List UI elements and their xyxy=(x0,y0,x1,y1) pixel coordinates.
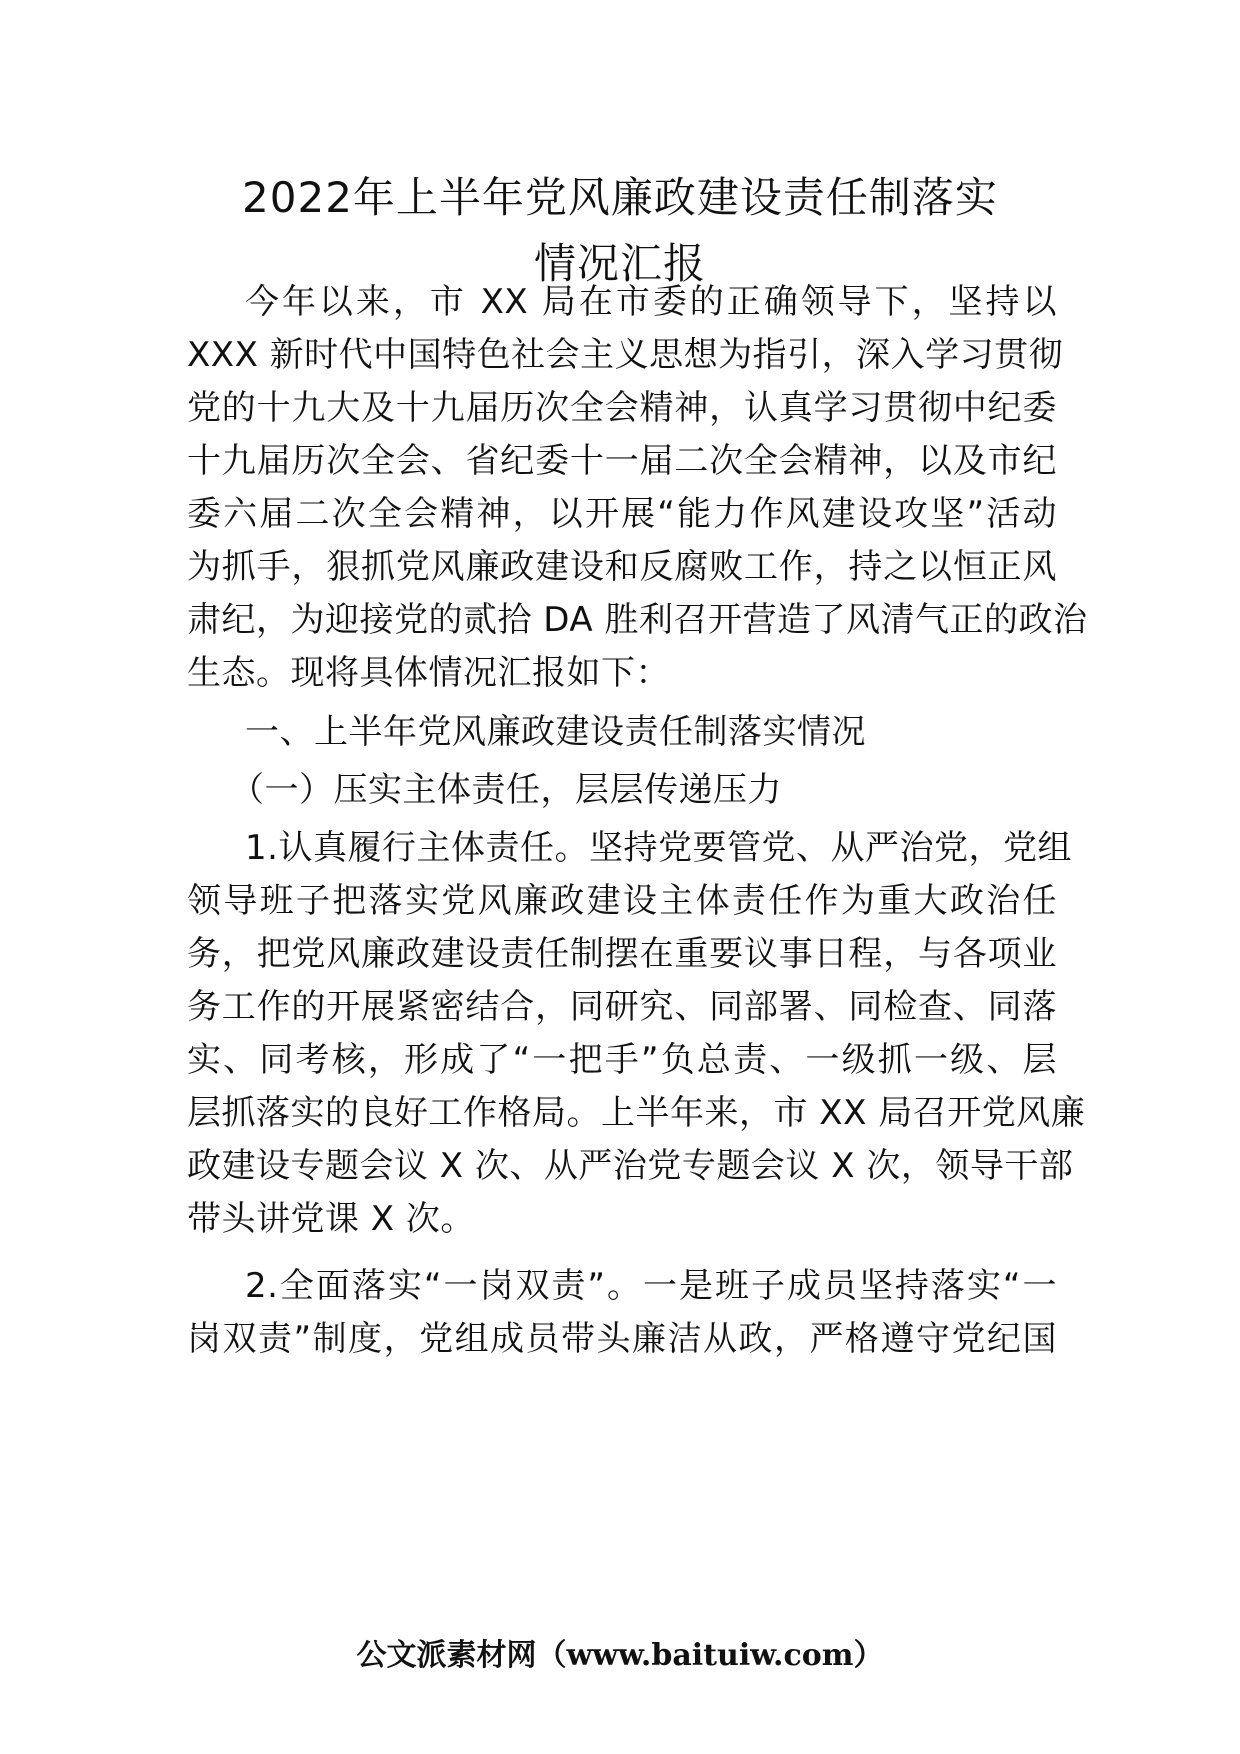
paragraph-line: 岗双责”制度，党组成员带头廉洁从政，严格遵守党纪国 xyxy=(187,1319,1057,1359)
paragraph-line: 十九届历次全会、省纪委十一届二次全会精神，以及市纪 xyxy=(187,441,1057,481)
paragraph-line: 党的十九大及十九届历次全会精神，认真学习贯彻中纪委 xyxy=(187,388,1057,428)
paragraph-line: 为抓手，狠抓党风廉政建设和反腐败工作，持之以恒正风 xyxy=(187,547,1057,587)
paragraph-line: 2.全面落实“一岗双责”。一是班子成员坚持落实“一 xyxy=(245,1266,1057,1306)
paragraph-line: 务，把党风廉政建设责任制摆在重要议事日程，与各项业 xyxy=(187,934,1057,974)
document-title-line-2: 情况汇报 xyxy=(533,239,706,288)
paragraph-line: 生态。现将具体情况汇报如下： xyxy=(187,653,670,693)
footer-watermark: 公文派素材网（www.baituiw.com） xyxy=(356,1638,884,1673)
paragraph-line: 带头讲党课 X 次。 xyxy=(187,1199,475,1239)
document-title-line-1: 2022年上半年党风廉政建设责任制落实 xyxy=(242,173,998,222)
subsection-heading: （一）压实主体责任，层层传递压力 xyxy=(230,770,782,810)
section-heading: 一、上半年党风廉政建设责任制落实情况 xyxy=(245,712,866,752)
paragraph-line: 委六届二次全会精神，以开展“能力作风建设攻坚”活动 xyxy=(187,494,1057,534)
paragraph-line: 政建设专题会议 X 次、从严治党专题会议 X 次，领导干部 xyxy=(187,1146,1074,1186)
paragraph-line: 1.认真履行主体责任。坚持党要管党、从严治党，党组 xyxy=(245,828,1072,868)
paragraph-line: 领导班子把落实党风廉政建设主体责任作为重大政治任 xyxy=(187,881,1057,921)
paragraph-line: 今年以来，市 XX 局在市委的正确领导下，坚持以 xyxy=(245,282,1057,322)
paragraph-line: 肃纪，为迎接党的贰拾 DA 胜利召开营造了风清气正的政治 xyxy=(187,600,1088,640)
paragraph-line: 层抓落实的良好工作格局。上半年来，市 XX 局召开党风廉 xyxy=(187,1093,1086,1133)
paragraph-line: 实、同考核，形成了“一把手”负总责、一级抓一级、层 xyxy=(187,1040,1057,1080)
paragraph-line: 务工作的开展紧密结合，同研究、同部署、同检查、同落 xyxy=(187,987,1057,1027)
paragraph-line: XXX 新时代中国特色社会主义思想为指引，深入学习贯彻 xyxy=(187,335,1064,375)
